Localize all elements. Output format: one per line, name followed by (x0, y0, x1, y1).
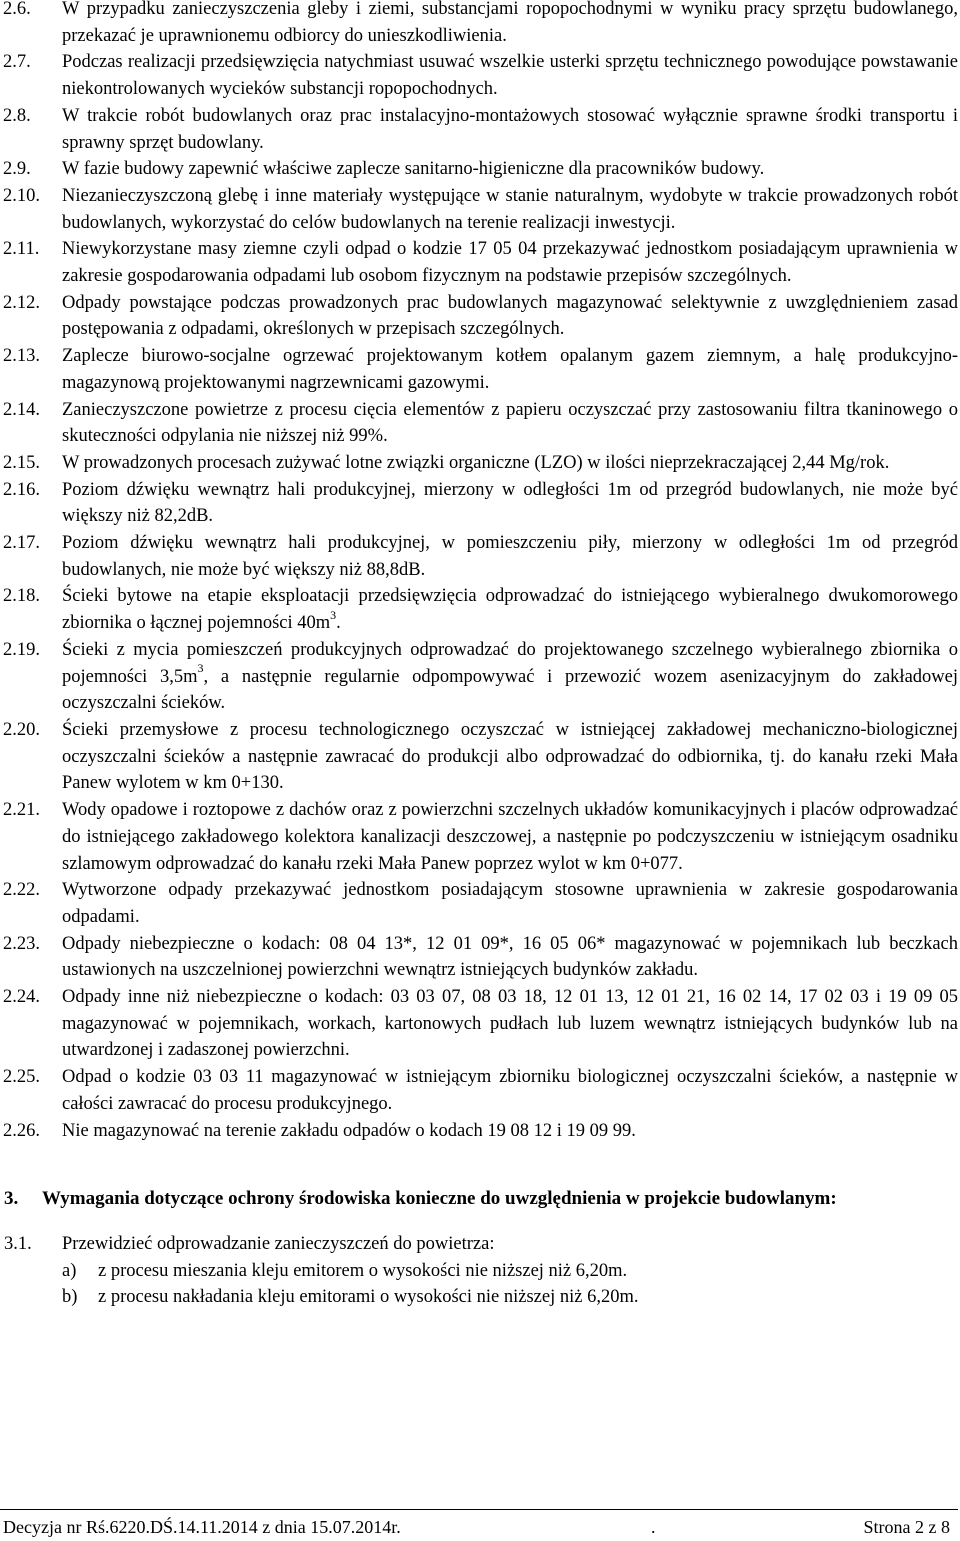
condition-number: 2.14. (3, 399, 40, 420)
condition-item (0, 1064, 960, 1117)
condition-item (0, 343, 960, 396)
condition-number: 2.10. (3, 185, 40, 206)
condition-text (62, 236, 958, 289)
condition-number: 2.21. (3, 800, 40, 821)
condition-item (0, 1118, 960, 1145)
list-marker: b) (62, 1287, 78, 1308)
condition-text-main: W fazie budowy zapewnić właściwe zaplecze sanitarno-higieniczne dla pracowników budowy. (62, 159, 765, 180)
condition-text (62, 183, 958, 236)
condition-text (62, 717, 958, 797)
condition-text (62, 877, 958, 930)
condition-text (62, 1118, 958, 1145)
condition-text-main: Odpady inne niż niebezpieczne o kodach: 03 03 07, 08 03 18, 12 01 13, 12 01 21, 16 02 14, 17 02 03 i 19 09 05 magazynować w pojemnikach, workach, kartonowych pudłach lub luzem wewnątrz istniejących budynków lub na utwardzonej i zadaszonej powierzchni. (62, 987, 958, 1061)
condition-item (0, 797, 960, 877)
list-item (0, 1284, 960, 1311)
condition-item (0, 49, 960, 102)
condition-text (62, 530, 958, 583)
condition-item (0, 236, 960, 289)
list-marker: a) (62, 1260, 77, 1281)
condition-item (0, 530, 960, 583)
condition-text-main: Odpad o kodzie 03 03 11 magazynować w istniejącym zbiorniku biologicznej oczyszczalni ścieków, a następnie w całości zawracać do procesu produkcyjnego. (62, 1067, 958, 1114)
condition-item (0, 290, 960, 343)
condition-item (0, 156, 960, 183)
condition-text-main: Poziom dźwięku wewnątrz hali produkcyjnej, w pomieszczeniu piły, mierzony w odległości 1m od przegród budowlanych, nie może być większy niż 88,8dB. (62, 533, 958, 580)
condition-number: 2.26. (3, 1120, 40, 1141)
condition-number: 2.9. (3, 159, 31, 180)
condition-text-main: Wody opadowe i roztopowe z dachów oraz z powierzchni szczelnych układów komunikacyjnych i placów odprowadzać do istniejącego zakładowego kolektora kanalizacji deszczowej, a następnie po podczyszczeniu w istniejącym osadniku szlamowym odprowadzać do kanału rzeki Mała Panew poprzez wylot w km 0+077. (62, 800, 958, 874)
condition-text (62, 477, 958, 530)
condition-text-main: W prowadzonych procesach zużywać lotne związki organiczne (LZO) w ilości nieprzekraczającej 2,44 Mg/rok. (62, 452, 890, 473)
condition-text (62, 637, 958, 717)
condition-text (62, 1064, 958, 1117)
condition-number: 2.23. (3, 933, 40, 954)
condition-text (62, 931, 958, 984)
condition-number: 2.19. (3, 639, 40, 660)
condition-text-main: Ścieki przemysłowe z procesu technologicznego oczyszczać w istniejącej zakładowej mechaniczno-biologicznej oczyszczalni ścieków a następnie zawracać do produkcji albo odprowadzać do odbiornika, tj. do kanału rzeki Mała Panew wylotem w km 0+130. (62, 719, 958, 794)
condition-text (62, 290, 958, 343)
condition-item (0, 450, 960, 477)
condition-text-main: Poziom dźwięku wewnątrz hali produkcyjnej, mierzony w odległości 1m od przegród budowlanych, nie może być większy niż 82,2dB. (62, 479, 958, 527)
page-number: Strona 2 z 8 (863, 1517, 950, 1537)
condition-item (0, 583, 960, 636)
condition-text-main: Wytworzone odpady przekazywać jednostkom posiadającym stosowne uprawnienia w zakresie gospodarowania odpadami. (62, 880, 958, 927)
condition-text-main: W przypadku zanieczyszczenia gleby i ziemi, substancjami ropopochodnymi w wyniku pracy sprzętu budowlanego, przekazać je uprawnionemu odbiorcy do unieszkodliwienia. (62, 0, 958, 46)
condition-item (0, 477, 960, 530)
condition-number: 2.6. (3, 0, 31, 19)
footer-dot: . (651, 1517, 656, 1537)
condition-text-main: Odpady niebezpieczne o kodach: 08 04 13*, 12 01 09*, 16 05 06* magazynować w pojemnikach lub beczkach ustawionych na uszczelnionej powierzchni wewnątrz istniejących budynków zakładu. (62, 933, 958, 981)
condition-number: 2.13. (3, 346, 40, 367)
condition-number: 2.20. (3, 719, 40, 740)
superscript: 3 (330, 608, 337, 623)
condition-text-main: Ścieki z mycia pomieszczeń produkcyjnych odprowadzać do projektowanego szczelnego wybieralnego zbiornika o pojemności 3,5m (62, 639, 958, 687)
condition-text-main: Nie magazynować na terenie zakładu odpadów o kodach 19 08 12 i 19 09 99. (62, 1120, 636, 1141)
condition-text (62, 984, 958, 1064)
list-item (0, 1258, 960, 1285)
condition-number: 2.25. (3, 1067, 40, 1088)
condition-item (0, 984, 960, 1064)
condition-item (0, 717, 960, 797)
condition-text (62, 49, 958, 102)
superscript: 3 (197, 661, 204, 676)
list-item-text: z procesu mieszania kleju emitorem o wysokości nie niższej niż 6,20m. (98, 1260, 628, 1281)
condition-item (0, 637, 960, 717)
condition-text (62, 583, 958, 636)
condition-item (0, 397, 960, 450)
condition-text-main: Odpady powstające podczas prowadzonych prac budowlanych magazynować selektywnie z uwzględnieniem zasad postępowania z odpadami, określonych w przepisach szczególnych. (62, 292, 958, 340)
condition-text (62, 797, 958, 877)
condition-number: 2.8. (3, 105, 31, 126)
subsection-3-1 (0, 1231, 960, 1258)
condition-text (62, 0, 958, 49)
condition-item (0, 183, 960, 236)
subsection-number: 3.1. (4, 1233, 32, 1254)
condition-item (0, 931, 960, 984)
decision-reference: Decyzja nr Rś.6220.DŚ.14.11.2014 z dnia 15.07.2014r. (3, 1517, 401, 1537)
condition-text (62, 450, 958, 477)
condition-text-continued: , a następnie regularnie odpompowywać i przewozić wozem asenizacyjnym do zakładowej oczyszczalni ścieków. (62, 666, 958, 714)
section-number: 3. (4, 1188, 19, 1210)
condition-text (62, 343, 958, 396)
subsection-text: Przewidzieć odprowadzanie zanieczyszczeń do powietrza: (62, 1233, 495, 1254)
condition-text-main: Niewykorzystane masy ziemne czyli odpad o kodzie 17 05 04 przekazywać jednostkom posiadającym uprawnienia w zakresie gospodarowania odpadami lub osobom fizycznym na podstawie przepisów szczególnych. (62, 239, 958, 287)
section-3-heading (0, 1186, 960, 1213)
condition-text (62, 397, 958, 450)
page-footer (0, 1509, 958, 1540)
condition-text-main: Niezanieczyszczoną glebę i inne materiały występujące w stanie naturalnym, wydobyte w trakcie prowadzonych robót budowlanych, wykorzystać do celów budowlanych na terenie realizacji inwestycji. (62, 185, 958, 233)
condition-item (0, 877, 960, 930)
condition-item (0, 103, 960, 156)
condition-number: 2.18. (3, 586, 40, 607)
list-item-text: z procesu nakładania kleju emitorami o wysokości nie niższej niż 6,20m. (98, 1287, 639, 1308)
condition-number: 2.15. (3, 452, 40, 473)
condition-text-main: Ścieki bytowe na etapie eksploatacji przedsięwzięcia odprowadzać do istniejącego wybieralnego dwukomorowego zbiornika o łącznej pojemności 40m (62, 586, 958, 634)
condition-text-main: Zanieczyszczone powietrze z procesu cięcia elementów z papieru oczyszczać przy zastosowaniu filtra tkaninowego o skuteczności odpylania nie niższej niż 99%. (62, 399, 958, 447)
condition-text-main: Zaplecze biurowo-socjalne ogrzewać projektowanym kotłem opalanym gazem ziemnym, a halę produkcyjno-magazynową projektowanymi nagrzewnicami gazowymi. (62, 346, 958, 393)
condition-text-main: W trakcie robót budowlanych oraz prac instalacyjno-montażowych stosować wyłącznie sprawne środki transportu i sprawny sprzęt budowlany. (62, 105, 958, 153)
condition-number: 2.24. (3, 987, 40, 1008)
condition-number: 2.22. (3, 880, 40, 901)
section-title: Wymagania dotyczące ochrony środowiska konieczne do uwzględnienia w projekcie budowlanym: (42, 1188, 837, 1210)
condition-number: 2.17. (3, 533, 40, 554)
condition-text-continued: . (336, 613, 341, 634)
condition-text (62, 103, 958, 156)
condition-item (0, 0, 960, 49)
condition-number: 2.12. (3, 292, 40, 313)
condition-text (62, 156, 958, 183)
condition-text-main: Podczas realizacji przedsięwzięcia natychmiast usuwać wszelkie usterki sprzętu technicznego powodujące powstawanie niekontrolowanych wycieków substancji ropopochodnych. (62, 52, 958, 100)
condition-number: 2.16. (3, 479, 40, 500)
condition-number: 2.11. (3, 239, 40, 260)
condition-number: 2.7. (3, 52, 31, 73)
